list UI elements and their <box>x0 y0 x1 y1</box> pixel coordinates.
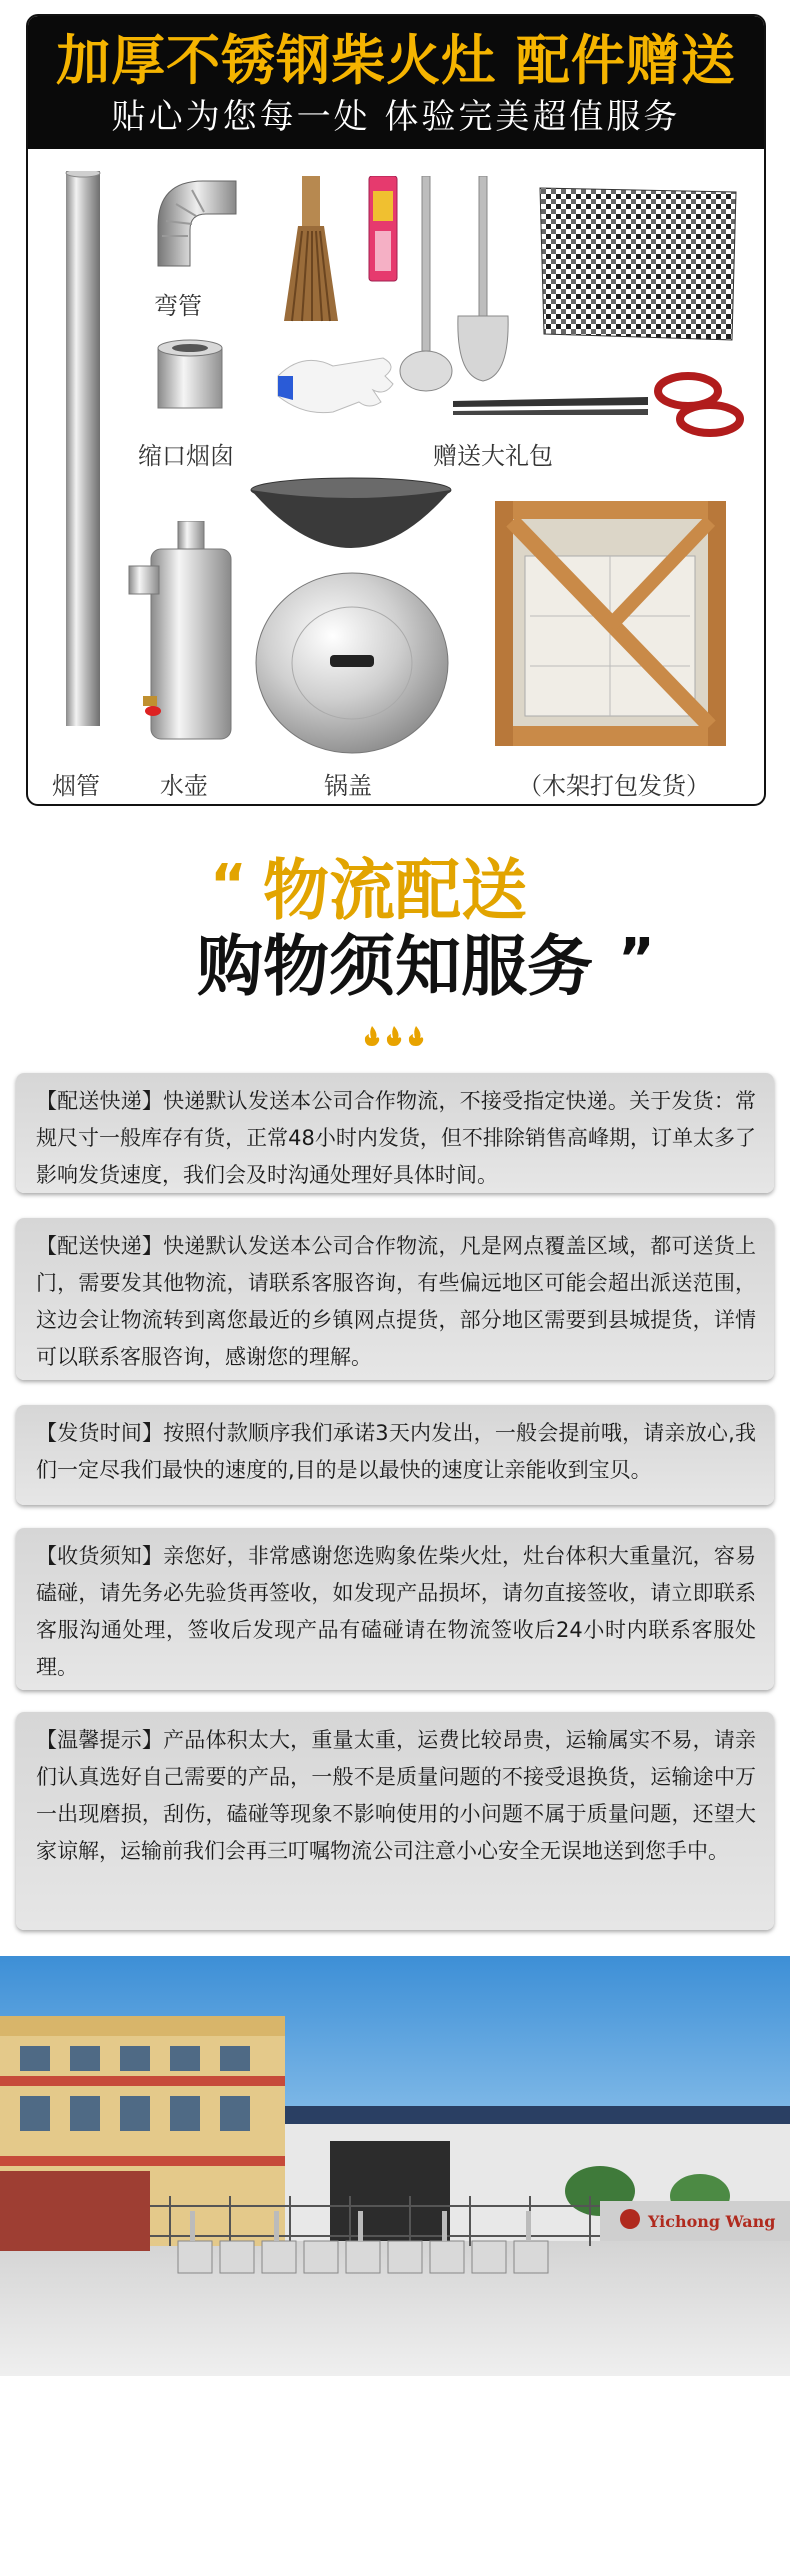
notice-text: 【收货须知】亲您好，非常感谢您选购象佐柴火灶，灶台体积大重量沉，容易磕碰，请先务必先验货再签收，如发现产品损坏，请勿直接签收，请立即联系客服沟通处理，签收后发现产品有磕碰请在物流签收后24小时内联系客服处理。 <box>36 1544 756 1679</box>
notice-receipt <box>16 1528 774 1690</box>
notice-text: 【配送快递】快递默认发送本公司合作物流，凡是网点覆盖区域，都可送货上门，需要发其他物流，请联系客服咨询，有些偏远地区可能会超出派送范围，这边会让物流转到离您最近的乡镇网点提货，部分地区需要到县城提货，详情可以联系客服咨询，感谢您的理解。 <box>36 1234 756 1369</box>
accessories-title: 加厚不锈钢柴火灶 配件赠送 <box>56 29 736 92</box>
notice-delivery-express <box>16 1073 774 1193</box>
factory-photo <box>0 1956 790 2376</box>
pot-lid-image <box>252 571 452 756</box>
elbow-pipe-image <box>148 166 243 276</box>
logistics-title: 物流配送 <box>263 852 527 929</box>
reducer-label: 缩口烟囱 <box>138 442 234 470</box>
accessories-panel <box>26 14 766 806</box>
water-kettle-image <box>123 521 258 751</box>
notice-text: 【发货时间】按照付款顺序我们承诺3天内发出，一般会提前哦，请亲放心,我们一定尽我们最快的速度的,目的是以最快的速度让亲能收到宝贝。 <box>36 1421 756 1482</box>
chimney-pipe-image <box>58 171 108 731</box>
chimney-label: 烟管 <box>52 772 100 800</box>
lid-label: 锅盖 <box>324 772 372 800</box>
crate-label: （木架打包发货） <box>518 772 710 800</box>
wooden-crate-image <box>490 496 735 751</box>
iron-wok-image <box>246 476 456 566</box>
factory-sign-text: Yichong Wang <box>648 2212 776 2231</box>
ladle-image <box>396 176 456 396</box>
gloves-image <box>273 346 403 426</box>
shopping-notice-title: 购物须知服务 <box>197 928 593 1005</box>
notice-text: 【温馨提示】产品体积太大，重量太重，运费比较昂贵，运输属实不易，请亲们认真选好自己需要的产品，一般不是质量问题的不接受退换货，运输途中万一出现磨损，刮伤，磕碰等现象不影响使用的小问题不属于质量问题，还望大家谅解，运输前我们会再三叮嘱物流公司注意小心安全无误地送到您手中。 <box>36 1728 756 1863</box>
accessories-subtitle: 贴心为您每一处 体验完美超值服务 <box>111 97 681 137</box>
fire-tongs-image <box>448 371 748 441</box>
kettle-label: 水壶 <box>160 772 208 800</box>
close-quote-mark: ” <box>618 927 655 992</box>
checkered-cloth-image <box>536 184 741 344</box>
bamboo-brush-image <box>278 176 343 326</box>
notice-reminder <box>16 1712 774 1930</box>
reducer-cap-image <box>150 336 230 416</box>
gift-pack-label: 赠送大礼包 <box>433 442 553 470</box>
flame-icon <box>362 1025 382 1047</box>
accessories-header <box>28 16 764 149</box>
notice-text: 【配送快递】快递默认发送本公司合作物流，不接受指定快递。关于发货：常规尺寸一般库存有货，正常48小时内发货，但不排除销售高峰期，订单太多了影响发货速度，我们会及时沟通处理好具体时间。 <box>36 1089 756 1187</box>
notice-delivery-coverage <box>16 1218 774 1380</box>
notice-shipping-time <box>16 1405 774 1505</box>
spatula-image <box>448 176 518 386</box>
open-quote-mark: “ <box>210 853 247 918</box>
elbow-label: 弯管 <box>154 292 202 320</box>
flame-icon <box>384 1025 404 1047</box>
flame-icon <box>406 1025 426 1047</box>
flame-icons <box>362 1025 426 1047</box>
